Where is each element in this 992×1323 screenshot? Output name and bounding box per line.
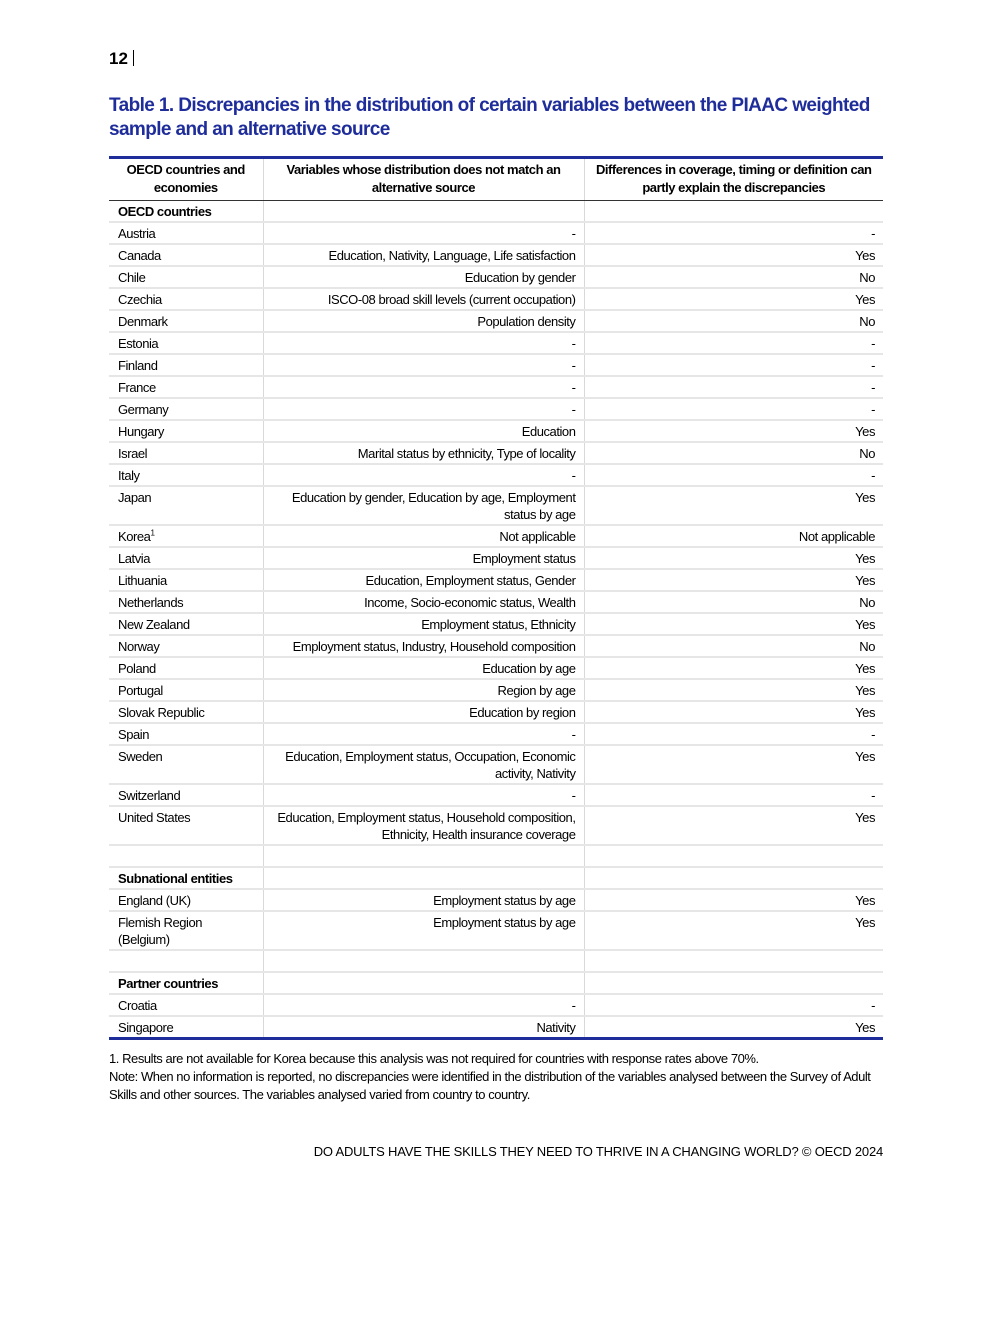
variables-cell-text: - [571, 380, 576, 395]
differences-cell-text: Yes [855, 661, 875, 676]
variables-cell [263, 701, 584, 723]
table-row [109, 332, 883, 354]
variables-cell-text: - [571, 358, 576, 373]
variables-cell-text: Employment status, Industry, Household composition [292, 639, 576, 654]
table-row [109, 701, 883, 723]
page-footer: DO ADULTS HAVE THE SKILLS THEY NEED TO THRIVE IN A CHANGING WORLD? © OECD 2024 [313, 1144, 883, 1159]
country-cell-text: New Zealand [118, 617, 190, 632]
country-cell [109, 972, 263, 994]
table-row [109, 244, 883, 266]
differences-cell-text: - [871, 226, 875, 241]
table-row [109, 464, 883, 486]
variables-cell [263, 266, 584, 288]
country-cell-text: Czechia [118, 292, 162, 307]
country-cell-text: Lithuania [118, 573, 167, 588]
table-row [109, 310, 883, 332]
country-cell-text: Partner countries [118, 976, 218, 991]
variables-cell-text: - [571, 468, 576, 483]
differences-cell-text: - [871, 788, 875, 803]
section-header-row [109, 867, 883, 889]
table-row [109, 635, 883, 657]
country-cell [109, 845, 263, 867]
table-row [109, 657, 883, 679]
differences-cell-text: Yes [855, 810, 875, 825]
differences-cell-text: Yes [855, 1020, 875, 1035]
differences-cell [584, 657, 883, 679]
country-cell [109, 376, 263, 398]
table-row [109, 950, 883, 972]
variables-cell-text: - [571, 788, 576, 803]
country-cell-text: Finland [118, 358, 158, 373]
variables-cell-text: Education, Employment status, Gender [365, 573, 576, 588]
variables-cell-text: Education by region [469, 705, 576, 720]
variables-cell [263, 486, 584, 525]
table-row [109, 222, 883, 244]
differences-cell-text: Yes [855, 893, 875, 908]
differences-cell-text: Yes [855, 683, 875, 698]
differences-cell [584, 679, 883, 701]
table-row [109, 845, 883, 867]
variables-cell [263, 613, 584, 635]
differences-cell-text: Yes [855, 424, 875, 439]
variables-cell-text: - [571, 402, 576, 417]
differences-cell-text: Not applicable [798, 529, 875, 544]
variables-cell [263, 332, 584, 354]
differences-cell-text: - [871, 402, 875, 417]
country-cell [109, 745, 263, 784]
country-cell-text: Chile [118, 270, 146, 285]
differences-cell-text: No [859, 595, 875, 610]
variables-cell-text: Income, Socio-economic status, Wealth [364, 595, 576, 610]
table-header-row [109, 158, 883, 201]
country-cell [109, 723, 263, 745]
country-cell [109, 547, 263, 569]
differences-cell-text: - [871, 727, 875, 742]
country-cell-text: Latvia [118, 551, 150, 566]
table-title: Table 1. Discrepancies in the distribution of certain variables between the PIAAC weighted sample and an alternative source [109, 95, 870, 140]
country-cell-text: Singapore [118, 1020, 174, 1035]
differences-cell-text: - [871, 336, 875, 351]
country-cell [109, 889, 263, 911]
country-cell [109, 591, 263, 613]
table-body [109, 201, 883, 1039]
differences-cell [584, 867, 883, 889]
differences-cell [584, 201, 883, 223]
differences-cell-text: No [859, 446, 875, 461]
country-cell [109, 1016, 263, 1039]
country-cell [109, 994, 263, 1016]
country-cell [109, 657, 263, 679]
variables-cell [263, 950, 584, 972]
table-row [109, 442, 883, 464]
differences-cell [584, 845, 883, 867]
variables-cell-text: - [571, 226, 576, 241]
differences-cell [584, 222, 883, 244]
header-country: OECD countries and economies [109, 158, 263, 201]
variables-cell [263, 310, 584, 332]
table-row [109, 398, 883, 420]
variables-cell [263, 679, 584, 701]
differences-cell-text: No [859, 314, 875, 329]
country-cell-text: England (UK) [118, 893, 191, 908]
table-row [109, 911, 883, 950]
country-cell [109, 613, 263, 635]
variables-cell [263, 723, 584, 745]
country-cell-text: Austria [118, 226, 156, 241]
differences-cell [584, 310, 883, 332]
differences-cell [584, 994, 883, 1016]
variables-cell [263, 867, 584, 889]
differences-cell [584, 464, 883, 486]
country-cell-text: Israel [118, 446, 148, 461]
page-number [109, 49, 134, 69]
differences-cell [584, 420, 883, 442]
country-cell [109, 950, 263, 972]
differences-cell [584, 591, 883, 613]
table-row [109, 591, 883, 613]
country-cell-text: Netherlands [118, 595, 184, 610]
divider [133, 50, 134, 66]
variables-cell-text: Education [521, 424, 576, 439]
differences-cell [584, 613, 883, 635]
country-cell [109, 569, 263, 591]
section-header-row [109, 972, 883, 994]
country-cell-text: Norway [118, 639, 160, 654]
table-row [109, 376, 883, 398]
differences-cell-text: Yes [855, 490, 875, 505]
table-row [109, 806, 883, 845]
differences-cell-text: - [871, 468, 875, 483]
header-variables: Variables whose distribution does not match an alternative source [263, 158, 584, 201]
country-cell [109, 806, 263, 845]
variables-cell-text: ISCO-08 broad skill levels (current occupation) [327, 292, 576, 307]
variables-cell-text: Employment status by age [433, 893, 576, 908]
variables-cell-text: Employment status by age [433, 915, 576, 930]
differences-cell [584, 547, 883, 569]
footnote-marker: 1 [150, 528, 155, 538]
discrepancies-table [109, 156, 883, 1040]
country-cell-text: OECD countries [118, 204, 212, 219]
differences-cell [584, 745, 883, 784]
country-cell [109, 244, 263, 266]
country-cell [109, 784, 263, 806]
table-row [109, 745, 883, 784]
differences-cell-text: - [871, 998, 875, 1013]
country-cell-text: Flemish Region (Belgium) [118, 915, 203, 947]
variables-cell [263, 845, 584, 867]
country-cell-text: France [118, 380, 156, 395]
variables-cell-text: Employment status, Ethnicity [421, 617, 576, 632]
differences-cell-text: Yes [855, 617, 875, 632]
country-cell-text: Poland [118, 661, 156, 676]
variables-cell [263, 525, 584, 547]
variables-cell [263, 911, 584, 950]
differences-cell-text: Yes [855, 705, 875, 720]
country-cell-text: Sweden [118, 749, 163, 764]
country-cell [109, 222, 263, 244]
differences-cell [584, 486, 883, 525]
country-cell [109, 867, 263, 889]
differences-cell-text: - [871, 358, 875, 373]
page-number-text: 12 [109, 49, 128, 68]
variables-cell-text: Education by gender, Education by age, Employment status by age [291, 490, 576, 522]
differences-cell-text: - [871, 380, 875, 395]
footnote-1: 1. Results are not available for Korea because this analysis was not required for countries with response rates above 70%. [109, 1051, 759, 1066]
variables-cell [263, 201, 584, 223]
table-notes [109, 1050, 883, 1104]
table-row [109, 1016, 883, 1039]
differences-cell [584, 442, 883, 464]
variables-cell-text: Not applicable [499, 529, 576, 544]
variables-cell-text: Population density [477, 314, 576, 329]
country-cell [109, 310, 263, 332]
table-row [109, 889, 883, 911]
differences-cell [584, 701, 883, 723]
differences-cell [584, 244, 883, 266]
country-cell-text: Subnational entities [118, 871, 233, 886]
variables-cell-text: Nativity [536, 1020, 576, 1035]
country-cell [109, 525, 263, 547]
differences-cell [584, 332, 883, 354]
country-cell-text: Japan [118, 490, 152, 505]
country-cell [109, 398, 263, 420]
country-cell [109, 442, 263, 464]
country-cell [109, 635, 263, 657]
variables-cell [263, 591, 584, 613]
country-cell-text: Italy [118, 468, 140, 483]
variables-cell [263, 657, 584, 679]
section-header-row [109, 201, 883, 223]
differences-cell-text: Yes [855, 915, 875, 930]
variables-cell [263, 745, 584, 784]
country-cell-text: Spain [118, 727, 149, 742]
variables-cell [263, 569, 584, 591]
table-row [109, 547, 883, 569]
variables-cell-text: Employment status [472, 551, 576, 566]
variables-cell-text: - [571, 998, 576, 1013]
differences-cell [584, 950, 883, 972]
variables-cell [263, 354, 584, 376]
differences-cell [584, 784, 883, 806]
country-cell-text: Korea [118, 529, 151, 544]
table-row [109, 420, 883, 442]
country-cell-text: Hungary [118, 424, 164, 439]
differences-cell [584, 288, 883, 310]
table-row [109, 613, 883, 635]
table-row [109, 354, 883, 376]
country-cell [109, 266, 263, 288]
variables-cell [263, 547, 584, 569]
differences-cell-text: No [859, 270, 875, 285]
table-row [109, 679, 883, 701]
variables-cell-text: Region by age [497, 683, 576, 698]
differences-cell [584, 354, 883, 376]
table-row [109, 486, 883, 525]
table-row [109, 266, 883, 288]
country-cell [109, 679, 263, 701]
country-cell [109, 464, 263, 486]
country-cell-text: Portugal [118, 683, 163, 698]
country-cell [109, 420, 263, 442]
differences-cell-text: Yes [855, 292, 875, 307]
country-cell [109, 288, 263, 310]
variables-cell-text: Education, Employment status, Occupation, Economic activity, Nativity [285, 749, 576, 781]
variables-cell [263, 442, 584, 464]
differences-cell-text: Yes [855, 573, 875, 588]
country-cell [109, 332, 263, 354]
variables-cell [263, 244, 584, 266]
variables-cell [263, 994, 584, 1016]
variables-cell-text: Education by gender [464, 270, 576, 285]
differences-cell [584, 911, 883, 950]
variables-cell-text: Education, Nativity, Language, Life satisfaction [328, 248, 576, 263]
differences-cell [584, 266, 883, 288]
differences-cell [584, 972, 883, 994]
variables-cell [263, 420, 584, 442]
country-cell-text: Canada [118, 248, 161, 263]
differences-cell-text: Yes [855, 248, 875, 263]
differences-cell [584, 889, 883, 911]
header-differences: Differences in coverage, timing or definition can partly explain the discrepancies [584, 158, 883, 201]
variables-cell-text: Education by age [482, 661, 576, 676]
differences-cell [584, 376, 883, 398]
differences-cell [584, 525, 883, 547]
table-row [109, 569, 883, 591]
variables-cell [263, 889, 584, 911]
note: Note: When no information is reported, no discrepancies were identified in the distribution of the variables analysed between the Survey of Adult Skills and other sources. The variables analysed varied from country to country. [109, 1069, 871, 1102]
table-row [109, 288, 883, 310]
variables-cell [263, 376, 584, 398]
country-cell-text: United States [118, 810, 191, 825]
differences-cell [584, 398, 883, 420]
variables-cell [263, 398, 584, 420]
country-cell [109, 911, 263, 950]
differences-cell [584, 569, 883, 591]
variables-cell [263, 1016, 584, 1039]
page-content [109, 94, 883, 1199]
differences-cell-text: Yes [855, 749, 875, 764]
country-cell-text: Slovak Republic [118, 705, 205, 720]
table-row [109, 723, 883, 745]
variables-cell [263, 806, 584, 845]
country-cell [109, 486, 263, 525]
variables-cell [263, 635, 584, 657]
variables-cell-text: Marital status by ethnicity, Type of locality [357, 446, 576, 461]
differences-cell-text: No [859, 639, 875, 654]
country-cell-text: Denmark [118, 314, 168, 329]
differences-cell [584, 1016, 883, 1039]
variables-cell [263, 464, 584, 486]
country-cell [109, 201, 263, 223]
table-row [109, 994, 883, 1016]
variables-cell [263, 288, 584, 310]
country-cell-text: Estonia [118, 336, 159, 351]
country-cell-text: Switzerland [118, 788, 181, 803]
differences-cell [584, 806, 883, 845]
differences-cell-text: Yes [855, 551, 875, 566]
country-cell [109, 354, 263, 376]
table-row [109, 784, 883, 806]
variables-cell [263, 972, 584, 994]
differences-cell [584, 723, 883, 745]
differences-cell [584, 635, 883, 657]
country-cell-text: Germany [118, 402, 169, 417]
variables-cell-text: Education, Employment status, Household composition, Ethnicity, Health insurance coverage [277, 810, 576, 842]
variables-cell [263, 784, 584, 806]
table-row [109, 525, 883, 547]
country-cell [109, 701, 263, 723]
variables-cell-text: - [571, 727, 576, 742]
variables-cell-text: - [571, 336, 576, 351]
country-cell-text: Croatia [118, 998, 157, 1013]
variables-cell [263, 222, 584, 244]
